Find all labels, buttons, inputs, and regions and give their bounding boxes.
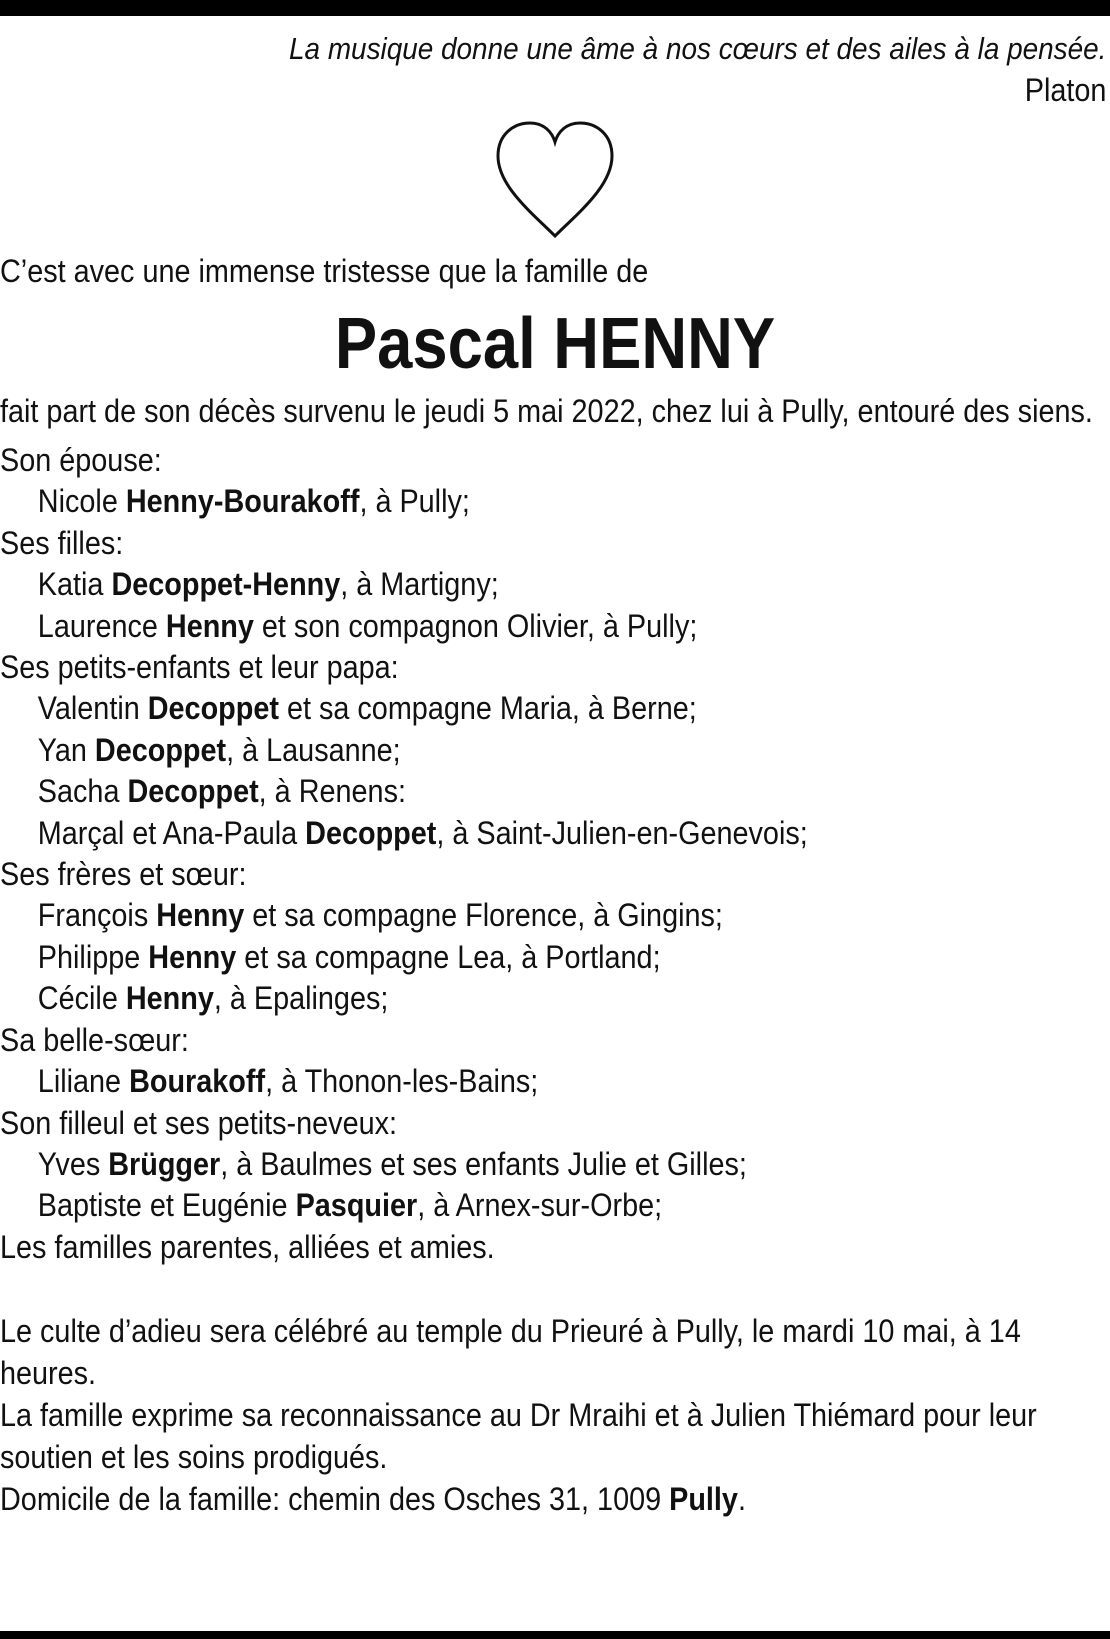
thanks-note: La famille exprime sa reconnaissance au Dr Mraihi et à Julien Thiémard pour leur soutien et les soins prodigués. [0, 1397, 1037, 1476]
member-surname: Decoppet [94, 731, 227, 768]
member-details: , à Martigny; [340, 566, 499, 603]
death-announcement: fait part de son décès survenu le jeudi 5 mai 2022, chez lui à Pully, entouré des siens. [0, 393, 1093, 429]
member-details: , à Renens: [258, 773, 406, 810]
member-details: et sa compagne Florence, à Gingins; [244, 897, 723, 934]
family-group-heading: Son filleul et ses petits-neveux: [0, 1104, 398, 1141]
member-surname: Pasquier [295, 1187, 418, 1224]
family-member [0, 1144, 999, 1185]
family-domicile [0, 1478, 1103, 1520]
member-surname: Decoppet [305, 814, 437, 851]
intro-line: C’est avec une immense tristesse que la famille de [0, 253, 649, 289]
member-surname: Henny [148, 938, 237, 975]
domicile-city: Pully [669, 1481, 738, 1518]
family-member [0, 481, 999, 522]
family-group-heading: Ses filles: [0, 524, 124, 561]
member-details: , à Lausanne; [226, 731, 401, 768]
member-given-name: Yves [37, 1145, 109, 1182]
epigraph-author: Platon [1024, 72, 1107, 108]
family-list [0, 440, 1110, 1227]
ceremony-info: Le culte d’adieu sera célébré au temple du Prieuré à Pully, le mardi 10 mai, à 14 heures. [0, 1313, 1021, 1392]
family-group-heading: Ses petits-enfants et leur papa: [0, 649, 399, 686]
family-member [0, 688, 999, 729]
family-member [0, 1061, 999, 1102]
member-given-name: François [37, 897, 157, 934]
member-surname: Brügger [108, 1145, 221, 1182]
family-member [0, 730, 999, 771]
member-surname: Decoppet [147, 690, 279, 727]
member-given-name: Sacha [37, 773, 128, 810]
family-member [0, 937, 999, 978]
domicile-end: . [737, 1481, 746, 1518]
member-surname: Decoppet-Henny [111, 566, 341, 603]
family-member [0, 1185, 999, 1226]
epigraph-quote: La musique donne une âme à nos cœurs et des ailes à la pensée. [289, 31, 1107, 66]
member-given-name: Katia [37, 566, 112, 603]
member-given-name: Nicole [37, 483, 126, 520]
family-member [0, 895, 999, 936]
family-group-heading: Ses frères et sœur: [0, 856, 247, 893]
member-details: , à Pully; [359, 483, 470, 520]
family-member [0, 771, 999, 812]
member-given-name: Valentin [37, 690, 148, 727]
member-surname: Henny [156, 897, 245, 934]
member-given-name: Baptiste et Eugénie [37, 1187, 296, 1224]
member-given-name: Marçal et Ana-Paula [37, 814, 306, 851]
member-given-name: Laurence [37, 607, 166, 644]
member-given-name: Cécile [37, 980, 126, 1017]
member-details: et son compagnon Olivier, à Pully; [253, 607, 698, 644]
member-surname: Henny [125, 980, 214, 1017]
member-surname: Bourakoff [129, 1063, 266, 1100]
domicile-text: Domicile de la famille: chemin des Osches 31, 1009 [0, 1481, 670, 1518]
member-details: , à Saint-Julien-en-Genevois; [436, 814, 808, 851]
member-details: , à Arnex-sur-Orbe; [417, 1187, 663, 1224]
extended-families: Les familles parentes, alliées et amies. [0, 1228, 495, 1265]
member-details: , à Baulmes et ses enfants Julie et Gilles; [220, 1145, 747, 1182]
member-details: , à Thonon-les-Bains; [265, 1063, 539, 1100]
member-details: , à Epalinges; [213, 980, 389, 1017]
member-surname: Henny-Bourakoff [125, 483, 360, 520]
member-given-name: Philippe [37, 938, 149, 975]
family-group-heading: Son épouse: [0, 442, 162, 478]
family-member [0, 978, 999, 1019]
top-rule [0, 0, 1110, 16]
heart-icon [0, 118, 1110, 244]
member-details: et sa compagne Lea, à Portland; [236, 938, 661, 975]
member-given-name: Yan [37, 731, 95, 768]
family-group-heading: Sa belle-sœur: [0, 1021, 189, 1058]
member-surname: Henny [165, 607, 254, 644]
obituary-notice [0, 28, 1110, 1520]
family-member [0, 813, 999, 854]
family-member [0, 606, 999, 647]
member-given-name: Liliane [37, 1063, 130, 1100]
deceased-name: Pascal HENNY [334, 304, 776, 384]
bottom-rule [0, 1631, 1110, 1639]
family-member [0, 564, 999, 605]
member-surname: Decoppet [127, 773, 259, 810]
member-details: et sa compagne Maria, à Berne; [278, 690, 697, 727]
